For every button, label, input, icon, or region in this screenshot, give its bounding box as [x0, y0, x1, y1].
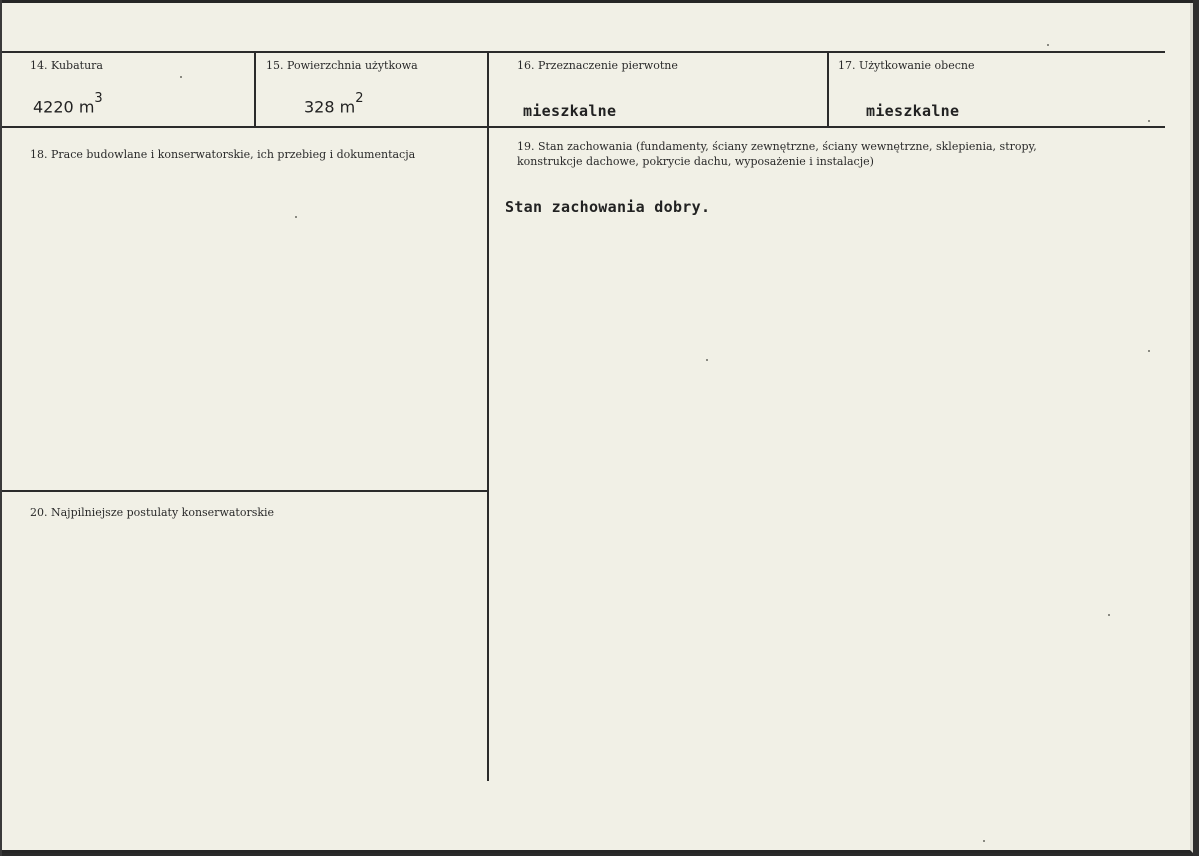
top-rule — [2, 51, 1165, 53]
field-14-label: 14. Kubatura — [30, 59, 103, 72]
paper-speck — [1108, 614, 1110, 616]
divider-15-16 — [487, 51, 489, 781]
field-17-value: mieszkalne — [866, 102, 960, 120]
field-15-number: 328 — [304, 97, 335, 117]
field-18-label: 18. Prace budowlane i konserwatorskie, ich przebieg i dokumentacja — [30, 148, 416, 161]
divider-14-15 — [254, 51, 256, 127]
scan-edge-left — [0, 0, 2, 856]
paper-speck — [1148, 350, 1150, 352]
scan-edge-right — [1193, 0, 1199, 856]
paper-speck — [706, 359, 708, 361]
paper-speck — [1148, 120, 1150, 122]
field-15-unit: m — [339, 97, 356, 117]
field-15-value — [304, 91, 364, 117]
field-14-unit: m — [78, 97, 95, 117]
field-14-number: 4220 — [33, 97, 74, 117]
field-14-value — [33, 91, 103, 117]
field-14-unit-exponent: 3 — [94, 91, 103, 106]
divider-16-17 — [827, 51, 829, 127]
row1-bottom-rule — [2, 126, 1165, 128]
section18-bottom-rule — [2, 490, 489, 492]
field-15-label: 15. Powierzchnia użytkowa — [266, 59, 418, 72]
field-17-label: 17. Użytkowanie obecne — [838, 59, 975, 72]
field-16-value: mieszkalne — [523, 102, 617, 120]
paper-speck — [295, 216, 297, 218]
field-19-label-line2: konstrukcje dachowe, pokrycie dachu, wyposażenie i instalacje) — [517, 155, 874, 168]
field-20-label: 20. Najpilniejsze postulaty konserwatorskie — [30, 506, 275, 519]
field-19-value: Stan zachowania dobry. — [505, 198, 711, 216]
scan-edge-top — [0, 0, 1199, 3]
paper-speck — [180, 76, 182, 78]
field-19-label-line1: 19. Stan zachowania (fundamenty, ściany zewnętrzne, ściany wewnętrzne, sklepienia, stropy, — [517, 140, 1037, 153]
paper-speck — [983, 840, 985, 842]
paper-speck — [1047, 44, 1049, 46]
field-15-unit-exponent: 2 — [355, 91, 364, 106]
field-16-label: 16. Przeznaczenie pierwotne — [517, 59, 678, 72]
